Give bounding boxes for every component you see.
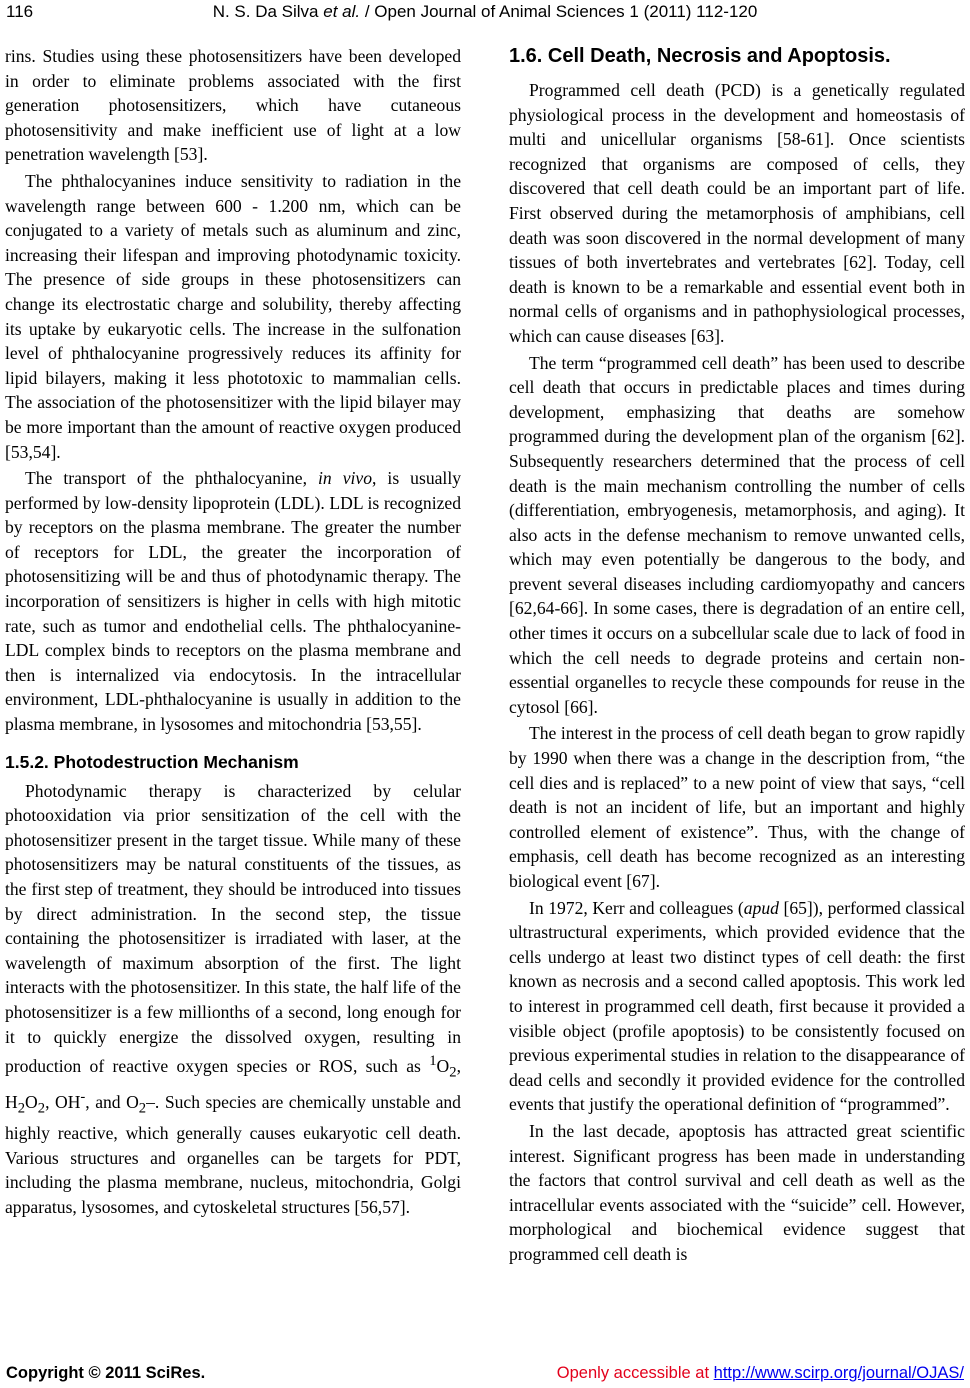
- subsection-heading: 1.5.2. Photodestruction Mechanism: [5, 751, 299, 772]
- text-run: , is usually performed by low-density lipoprotein (LDL). LDL is recognized by receptors on the plasma membrane. The greater the number of receptors for LDL, the greater the incorporation of photosensitizing will be and thus of photodynamic therapy. The incorporation of sensitizers is higher in cells with high mitotic rate, such as tumor and endothelial cells. The phthalocyanine-LDL complex binds to receptors on the plasma membrane and then is internalized via endocytosis. In the intracellular environment, LDL-phthalocyanine is usually in addition to the plasma membrane, in lysosomes and mitochondria [53,55].: [5, 468, 461, 735]
- left-column: [5, 44, 461, 1221]
- running-head-etal: et al.: [323, 2, 361, 21]
- text-run: In 1972, Kerr and colleagues (: [529, 897, 744, 918]
- access-label: Openly accessible at: [556, 1364, 714, 1382]
- journal-link[interactable]: http://www.scirp.org/journal/OJAS/: [713, 1364, 964, 1382]
- italic-term: apud: [743, 897, 779, 918]
- paragraph: The interest in the process of cell death began to grow rapidly by 1990 when there was a change in the description from, “the cell dies and is replaced” to a new point of view that says, “cell death is not an incident of life, but an important and highly controlled element of existence”. Thus, with the change of emphasis, cell death has become recognized as an interesting biological event [67].: [509, 723, 965, 891]
- superscript: -: [80, 1089, 86, 1106]
- subscript: 2: [37, 1100, 46, 1117]
- superscript: 1: [429, 1053, 437, 1070]
- paragraph: In the last decade, apoptosis has attracted great scientific interest. Significant progress has been made in understanding the factors that control survival and cell death as well as the intracellular events associated with the “suicide” cell. However, morphological and biochemical evidence suggest that programmed cell death is: [509, 1120, 965, 1264]
- text-run: , and O: [85, 1091, 139, 1112]
- text-run: [65]), performed classical ultrastructural experiments, which provided evidence that the cells undergo at least two distinct types of cell death: the first known as necrosis and a second called apoptosis. This work led to interest in programmed cell death, first because it provided a visible object (profile apoptosis) to be consistently focused on previous experimental studies in relation to the disappearance of dead cells and secondly it provided evidence for the controlled events that justify the operational definition of “programmed”.: [509, 897, 965, 1115]
- access-note: [557, 1364, 964, 1383]
- text-run: The transport of the phthalocyanine,: [25, 468, 318, 489]
- subscript: 2: [449, 1064, 457, 1081]
- text-run: Photodynamic therapy is characterized by celular photooxidation via prior sensitization of the cell with the photosensitizer present in the target tissue. While many of these photosensitizers may be natural constituents of the tissues, as the first step of treatment, they should be introduced into tissues by direct administration. In the second step, the tissue containing the photosensitizer is irradiated with laser, at the wavelength of maximum absorption of the first. The light interacts with the photosensitizer. In this state, the half life of the photosensitizer is a few millionths of a second, long enough for it to quickly energize the dissolved oxygen, resulting in production of reactive oxygen species or ROS, such as: [5, 780, 461, 1077]
- paragraph: The term “programmed cell death” has been used to describe cell death that occurs in predictable places and times during development, emphasizing that deaths are somehow programmed during the development plan of the organism [62]. Subsequently researchers determined that the process of cell death is the main mechanism controlling the number of cells (differentiation, embryogenesis, metamorphosis, and aging). It also acts in the defense mechanism to remove unwanted cells, which may even potentially be dangerous to the body, and prevent several diseases including cardiomyopathy and cancers [62,64-66]. In some cases, there is degradation of an entire cell, other times it occurs on a subcellular scale due to lack of food in which the cell needs to degrade proteins and certain non-essential organelles to recycle these compounds for reuse in the cytosol [66].: [509, 352, 965, 717]
- copyright-notice: Copyright © 2011 SciRes.: [6, 1364, 206, 1382]
- paragraph: rins. Studies using these photosensitizers have been developed in order to eliminate problems associated with the first generation photosensitizers, which have cutaneous photosensitivity and make inefficient use of light at a low penetration wavelength [53].: [5, 46, 461, 165]
- paragraph: The phthalocyanines induce sensitivity to radiation in the wavelength range between 600 - 1.200 nm, which can be conjugated to a variety of metals such as aluminum and zinc, increasing their lifespan and improving photodynamic toxicity. The presence of side groups in these photosensitizers can change its electrostatic charge and solubility, thereby affecting its uptake by eukaryotic cells. The increase in the sulfonation level of phthalocyanine progressively reduces its affinity for lipid bilayers, making it less phototoxic to mammalian cells. The association of the photosensitizer with the lipid bilayer may be more important than the amount of reactive oxygen produced [53,54].: [5, 170, 461, 462]
- right-column: [509, 44, 965, 1269]
- running-head-journal: / Open Journal of Animal Sciences 1 (2011) 112-120: [360, 2, 758, 21]
- text-run: –. Such species are chemically unstable and highly reactive, which generally causes eukaryotic cell death. Various structures and organelles can be targets for PDT, including the plasma membrane, nucleus, mitochondria, Golgi apparatus, lysosomes, and cytoskeletal structures [56,57].: [5, 1091, 461, 1217]
- running-head-authors: N. S. Da Silva: [212, 2, 324, 21]
- running-head: [0, 2, 970, 22]
- text-run: O: [436, 1056, 450, 1077]
- paragraph: [5, 779, 461, 1220]
- paragraph: [5, 466, 461, 737]
- text-run: O: [25, 1091, 38, 1112]
- italic-term: in vivo: [318, 468, 373, 489]
- page-number: 116: [6, 2, 34, 21]
- paragraph: [509, 896, 965, 1117]
- text-run: , H: [5, 1056, 461, 1112]
- paragraph: Programmed cell death (PCD) is a genetically regulated physiological process in the development and homeostasis of multi and unicellular organisms [58-61]. Once scientists recognized that organisms are composed of cells, they discovered that cell death could be an important part of life. First observed during the metamorphosis of amphibians, cell death was soon discovered in the normal development of many tissues of both invertebrates and vertebrates [62]. Today, cell death is known to be a remarkable and essential event both in normal cells of organisms and in pathophysiological processes, which can cause diseases [63].: [509, 80, 965, 346]
- subscript: 2: [138, 1100, 147, 1117]
- subscript: 2: [17, 1100, 26, 1117]
- text-run: , OH: [45, 1091, 81, 1112]
- page-header: [0, 0, 970, 28]
- section-heading: 1.6. Cell Death, Necrosis and Apoptosis.: [509, 45, 891, 67]
